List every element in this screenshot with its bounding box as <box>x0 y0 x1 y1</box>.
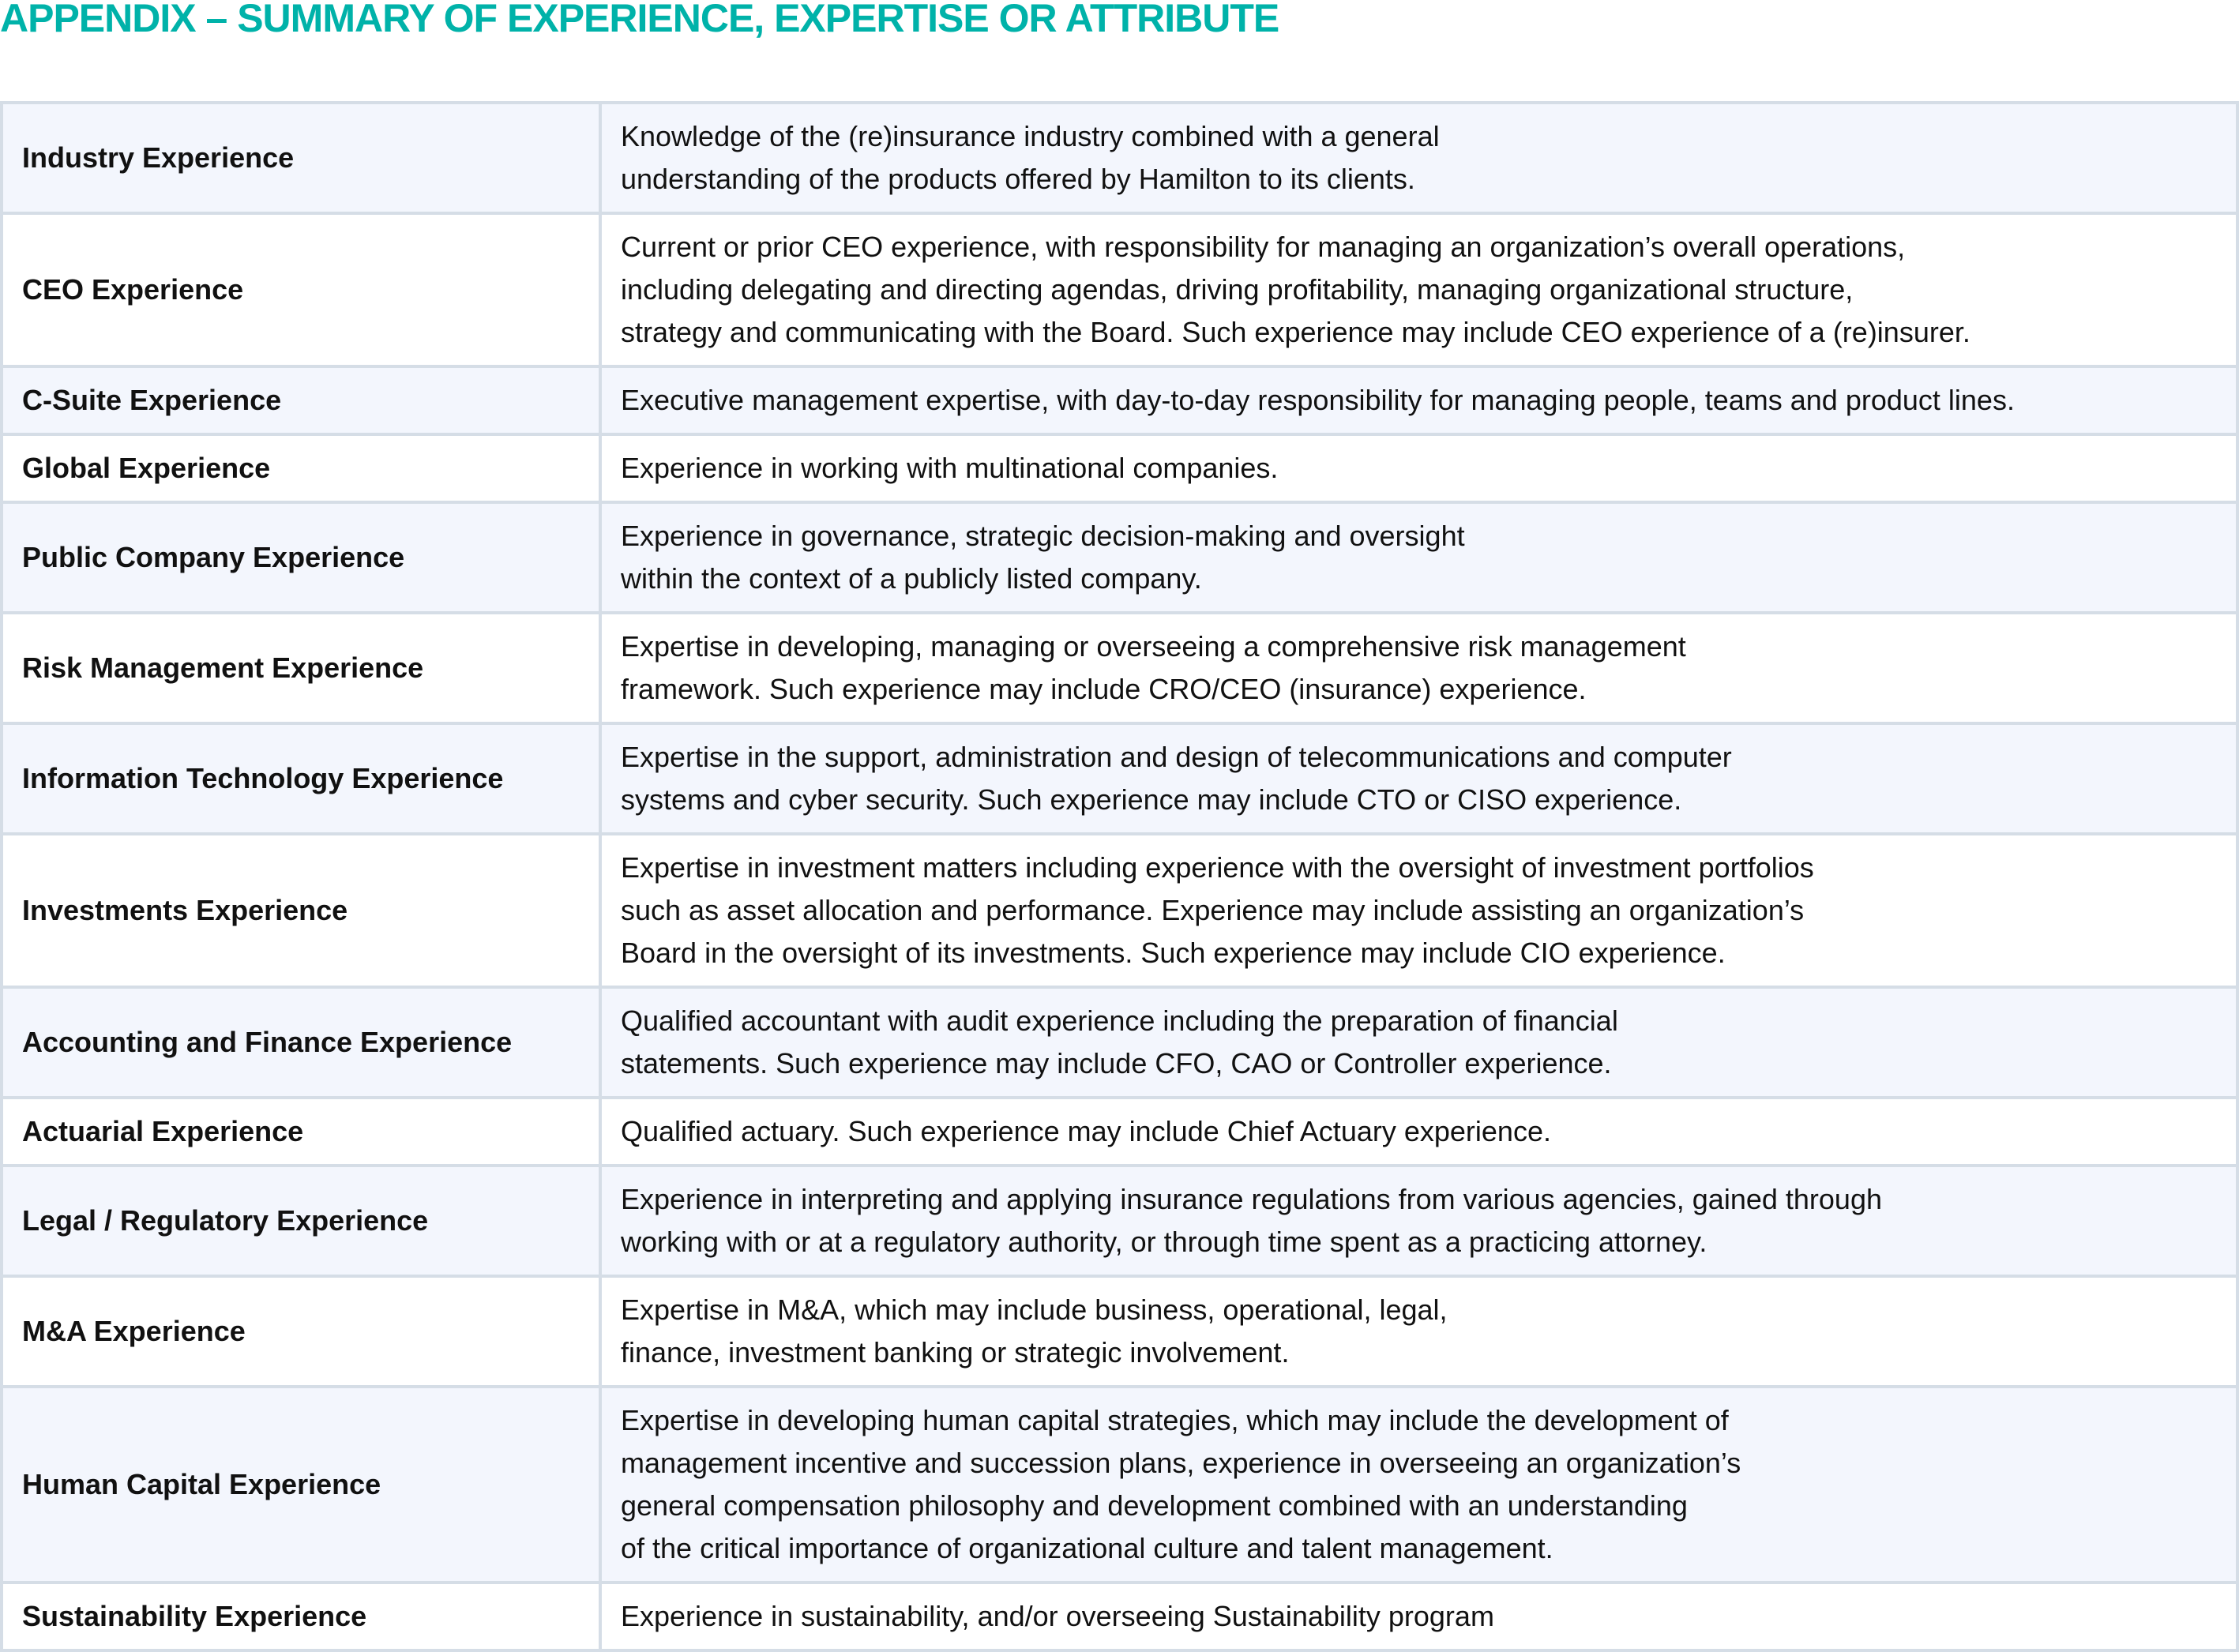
attribute-description <box>600 434 2237 502</box>
description-line: of the critical importance of organizational culture and talent management. <box>621 1532 1553 1564</box>
attribute-label: Legal / Regulatory Experience <box>2 1166 600 1276</box>
attribute-label: Risk Management Experience <box>2 613 600 723</box>
attribute-label: CEO Experience <box>2 213 600 366</box>
attribute-label: Human Capital Experience <box>2 1387 600 1583</box>
attribute-label: Public Company Experience <box>2 502 600 613</box>
description-line: Board in the oversight of its investments. Such experience may include CIO experience. <box>621 937 1726 969</box>
table-row <box>2 103 2237 213</box>
table-row <box>2 213 2237 366</box>
description-line: Qualified actuary. Such experience may include Chief Actuary experience. <box>621 1115 1551 1147</box>
attribute-description <box>600 1583 2237 1650</box>
description-line: general compensation philosophy and development combined with an understanding <box>621 1489 1688 1522</box>
attribute-description <box>600 723 2237 834</box>
attribute-description <box>600 987 2237 1098</box>
description-line: Expertise in developing, managing or overseeing a comprehensive risk management <box>621 630 1686 663</box>
description-line: Experience in sustainability, and/or overseeing Sustainability program <box>621 1600 1494 1632</box>
page-title: APPENDIX – SUMMARY OF EXPERIENCE, EXPERTISE OR ATTRIBUTE <box>0 0 1279 40</box>
description-line: statements. Such experience may include CFO, CAO or Controller experience. <box>621 1047 1612 1079</box>
table-row <box>2 366 2237 434</box>
attribute-description <box>600 1276 2237 1387</box>
description-line: Experience in working with multinational companies. <box>621 452 1279 484</box>
description-line: finance, investment banking or strategic involvement. <box>621 1336 1290 1369</box>
attribute-description <box>600 834 2237 987</box>
table-row <box>2 502 2237 613</box>
attribute-description <box>600 502 2237 613</box>
attribute-description <box>600 103 2237 213</box>
attribute-label: Actuarial Experience <box>2 1098 600 1166</box>
attribute-label: Sustainability Experience <box>2 1583 600 1650</box>
table-row <box>2 1583 2237 1650</box>
description-line: such as asset allocation and performance. Experience may include assisting an organization’s <box>621 894 1805 926</box>
description-line: Qualified accountant with audit experience including the preparation of financial <box>621 1004 1618 1037</box>
description-line: strategy and communicating with the Board. Such experience may include CEO experience of a (re)insurer. <box>621 316 1970 348</box>
description-line: Experience in interpreting and applying insurance regulations from various agencies, gained through <box>621 1183 1882 1215</box>
description-line: working with or at a regulatory authority, or through time spent as a practicing attorney. <box>621 1226 1707 1258</box>
description-line: Expertise in investment matters including experience with the oversight of investment portfolios <box>621 851 1814 884</box>
description-line: understanding of the products offered by Hamilton to its clients. <box>621 163 1415 195</box>
table-row <box>2 434 2237 502</box>
attribute-label: Global Experience <box>2 434 600 502</box>
table-row <box>2 834 2237 987</box>
description-line: management incentive and succession plans, experience in overseeing an organization’s <box>621 1447 1741 1479</box>
attribute-description <box>600 1166 2237 1276</box>
table-row <box>2 1166 2237 1276</box>
table-row <box>2 723 2237 834</box>
description-line: within the context of a publicly listed company. <box>621 562 1202 595</box>
table-row <box>2 613 2237 723</box>
experience-table <box>0 101 2239 1652</box>
table-row <box>2 1276 2237 1387</box>
description-line: Expertise in the support, administration and design of telecommunications and computer <box>621 741 1732 773</box>
description-line: Experience in governance, strategic decision-making and oversight <box>621 520 1465 552</box>
description-line: Expertise in developing human capital strategies, which may include the development of <box>621 1404 1729 1436</box>
attribute-description <box>600 613 2237 723</box>
attribute-description <box>600 213 2237 366</box>
attribute-description <box>600 1098 2237 1166</box>
attribute-label: Investments Experience <box>2 834 600 987</box>
attribute-label: Accounting and Finance Experience <box>2 987 600 1098</box>
table-row <box>2 1098 2237 1166</box>
attribute-label: Information Technology Experience <box>2 723 600 834</box>
description-line: Executive management expertise, with day-to-day responsibility for managing people, teams and product lines. <box>621 384 2015 416</box>
description-line: framework. Such experience may include CRO/CEO (insurance) experience. <box>621 673 1587 705</box>
description-line: Current or prior CEO experience, with responsibility for managing an organization’s overall operations, <box>621 231 1906 263</box>
attribute-label: Industry Experience <box>2 103 600 213</box>
description-line: Knowledge of the (re)insurance industry combined with a general <box>621 120 1440 152</box>
attribute-description <box>600 366 2237 434</box>
table-row <box>2 987 2237 1098</box>
table-row <box>2 1387 2237 1583</box>
description-line: including delegating and directing agendas, driving profitability, managing organizational structure, <box>621 273 1854 306</box>
attribute-label: C-Suite Experience <box>2 366 600 434</box>
attribute-description <box>600 1387 2237 1583</box>
description-line: systems and cyber security. Such experience may include CTO or CISO experience. <box>621 783 1682 816</box>
description-line: Expertise in M&A, which may include business, operational, legal, <box>621 1293 1448 1326</box>
attribute-label: M&A Experience <box>2 1276 600 1387</box>
